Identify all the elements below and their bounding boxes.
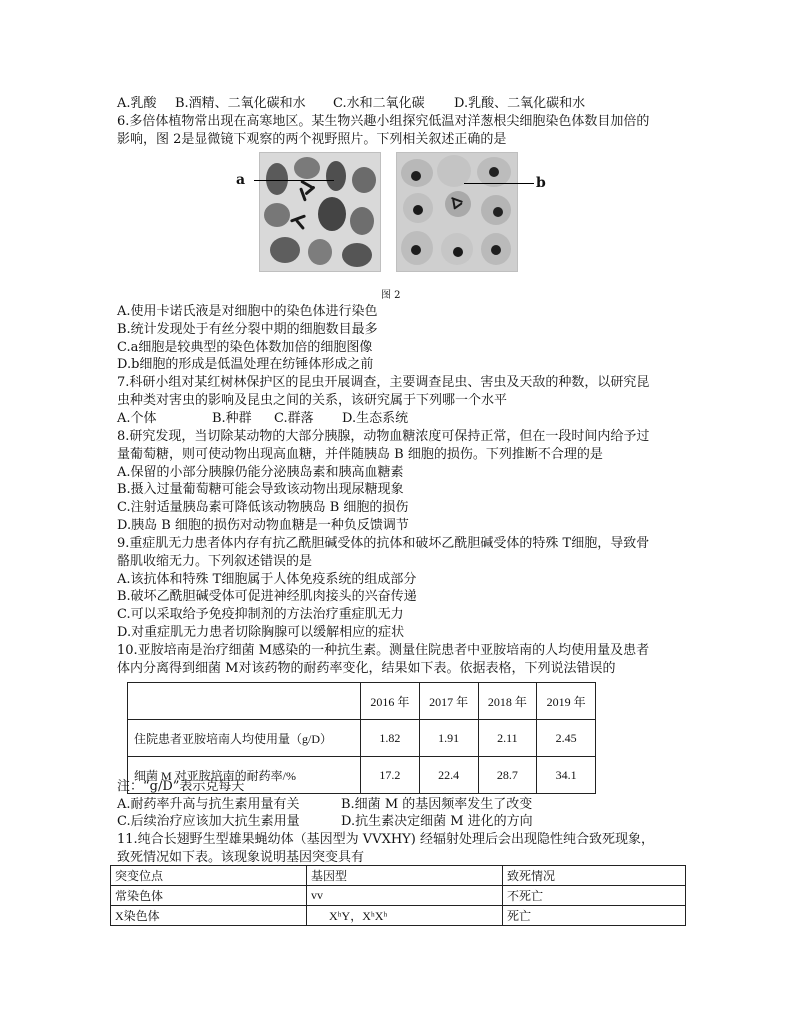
q6-option-b: B.统计发现处于有丝分裂中期的细胞数目最多: [117, 322, 378, 337]
q7-options: [117, 410, 408, 427]
q10-options-row2: [117, 813, 533, 830]
table-header-year: 2017 年: [419, 683, 478, 720]
q8-option-c: C.注射适量胰岛素可降低该动物胰岛 B 细胞的损伤: [117, 500, 409, 515]
q7-option-a: A.个体: [117, 411, 157, 426]
q11-stem-line2: 致死情况如下表。该现象说明基因突变具有: [117, 850, 365, 865]
figure-2: [234, 152, 564, 270]
figure-label-b: b: [536, 175, 546, 191]
q10-stem-line1: 10.亚胺培南是治疗细菌 M感染的一种抗生素。测量住院患者中亚胺培南的人均使用量及患者: [117, 643, 650, 658]
q7-stem-line2: 虫种类对害虫的影响及昆虫之间的关系，该研究属于下列哪一个水平: [117, 393, 508, 408]
q8-stem-line1: 8.研究发现，当切除某动物的大部分胰腺，动物血糖浓度可保持正常，但在一段时间内给予过: [117, 429, 650, 444]
table-header-year: 2016 年: [361, 683, 420, 720]
q9-option-b: B.破坏乙酰胆碱受体可促进神经肌肉接头的兴奋传递: [117, 589, 417, 604]
q6-stem-line1: 6.多倍体植物常出现在高寒地区。某生物兴趣小组探究低温对洋葱根尖细胞染色体数目加倍的: [117, 114, 650, 129]
q5-option-d: D.乳酸、二氧化碳和水: [454, 96, 586, 111]
q5-options: [117, 95, 585, 112]
q7-option-c: C.群落: [274, 411, 314, 426]
q7-option-d: D.生态系统: [342, 411, 409, 426]
figure-caption: 图 2: [381, 290, 401, 301]
table-cell: 1.91: [419, 720, 478, 757]
table-header-cell: 基因型: [307, 866, 503, 886]
table-cell: 2.11: [478, 720, 537, 757]
table-cell: 34.1: [537, 757, 596, 794]
table-row: [128, 720, 596, 757]
q10-option-d: D.抗生素决定细菌 M 进化的方向: [341, 814, 533, 829]
q8-option-d: D.胰岛 B 细胞的损伤对动物血糖是一种负反馈调节: [117, 518, 409, 533]
q10-option-c: C.后续治疗应该加大抗生素用量: [117, 814, 300, 829]
table-header-cell: 致死情况: [503, 866, 686, 886]
q9-option-a: A.该抗体和特殊 T细胞属于人体免疫系统的组成部分: [117, 572, 417, 587]
q11-table: [110, 865, 686, 926]
q10-note: 注：“g/D”表示克每天: [117, 779, 245, 794]
q8-option-a: A.保留的小部分胰腺仍能分泌胰岛素和胰高血糖素: [117, 465, 404, 480]
table-row: [111, 886, 686, 906]
q9-option-c: C.可以采取给予免疫抑制剂的方法治疗重症肌无力: [117, 607, 404, 622]
table-header-cell: 突变位点: [111, 866, 307, 886]
q9-option-d: D.对重症肌无力患者切除胸腺可以缓解相应的症状: [117, 625, 405, 640]
row-label-resistance: 细菌 M 对亚胺培南的耐药率/%: [128, 757, 361, 794]
table-cell: vv: [307, 886, 503, 906]
table-header-year: 2019 年: [537, 683, 596, 720]
q11-stem-line1: 11.纯合长翅野生型雄果蝇幼体（基因型为 VVXHY) 经辐射处理后会出现隐性纯合致死现象，: [117, 832, 654, 847]
q6-option-a: A.使用卡诺氏液是对细胞中的染色体进行染色: [117, 304, 378, 319]
q7-stem-line1: 7.科研小组对某红树林保护区的昆虫开展调查，主要调查昆虫、害虫及天敌的种数，以研究昆: [117, 375, 650, 390]
row-label-usage: 住院患者亚胺培南人均使用量（g/D）: [128, 720, 361, 757]
q9-stem-line2: 骼肌收缩无力。下列叙述错误的是: [117, 554, 313, 569]
table-cell: 死亡: [503, 906, 686, 926]
table-corner-cell: [128, 683, 361, 720]
table-cell: 22.4: [419, 757, 478, 794]
q6-stem-line2: 影响，图 2是显微镜下观察的两个视野照片。下列相关叙述正确的是: [117, 132, 507, 147]
table-cell: 不死亡: [503, 886, 686, 906]
table-row: [111, 906, 686, 926]
table-cell: 1.82: [361, 720, 420, 757]
table-cell: 常染色体: [111, 886, 307, 906]
q10-stem-line2: 体内分离得到细菌 M对该药物的耐药率变化，结果如下表。依据表格，下列说法错误的: [117, 661, 616, 676]
q6-option-c: C.a细胞是较典型的染色体数加倍的细胞图像: [117, 340, 373, 355]
table-header-year: 2018 年: [478, 683, 537, 720]
q5-option-b: B.酒精、二氧化碳和水: [175, 96, 306, 111]
table-cell: 2.45: [537, 720, 596, 757]
figure-label-a: a: [236, 172, 246, 188]
q9-stem-line1: 9.重症肌无力患者体内存有抗乙酰胆碱受体的抗体和破坏乙酰胆碱受体的特殊 T细胞，导致骨: [117, 536, 650, 551]
q10-options-row1: [117, 796, 532, 813]
q8-option-b: B.摄入过量葡萄糖可能会导致该动物出现尿糖现象: [117, 482, 404, 497]
micrograph-left: [259, 152, 381, 272]
q5-option-a: A.乳酸: [117, 96, 157, 111]
q5-option-c: C.水和二氧化碳: [333, 96, 425, 111]
table-cell: X染色体: [111, 906, 307, 926]
q7-option-b: B.种群: [212, 411, 252, 426]
table-header-row: [111, 866, 686, 886]
table-header-row: [128, 683, 596, 720]
q10-option-b: B.细菌 M 的基因频率发生了改变: [341, 797, 533, 812]
table-cell: XʰY，XʰXʰ: [307, 906, 503, 926]
micrograph-right: [396, 152, 518, 272]
q6-option-d: D.b细胞的形成是低温处理在纺锤体形成之前: [117, 357, 374, 372]
table-cell: 17.2: [361, 757, 420, 794]
q10-option-a: A.耐药率升高与抗生素用量有关: [117, 797, 300, 812]
q8-stem-line2: 量葡萄糖，则可使动物出现高血糖，并伴随胰岛 B 细胞的损伤。下列推断不合理的是: [117, 447, 603, 462]
table-cell: 28.7: [478, 757, 537, 794]
